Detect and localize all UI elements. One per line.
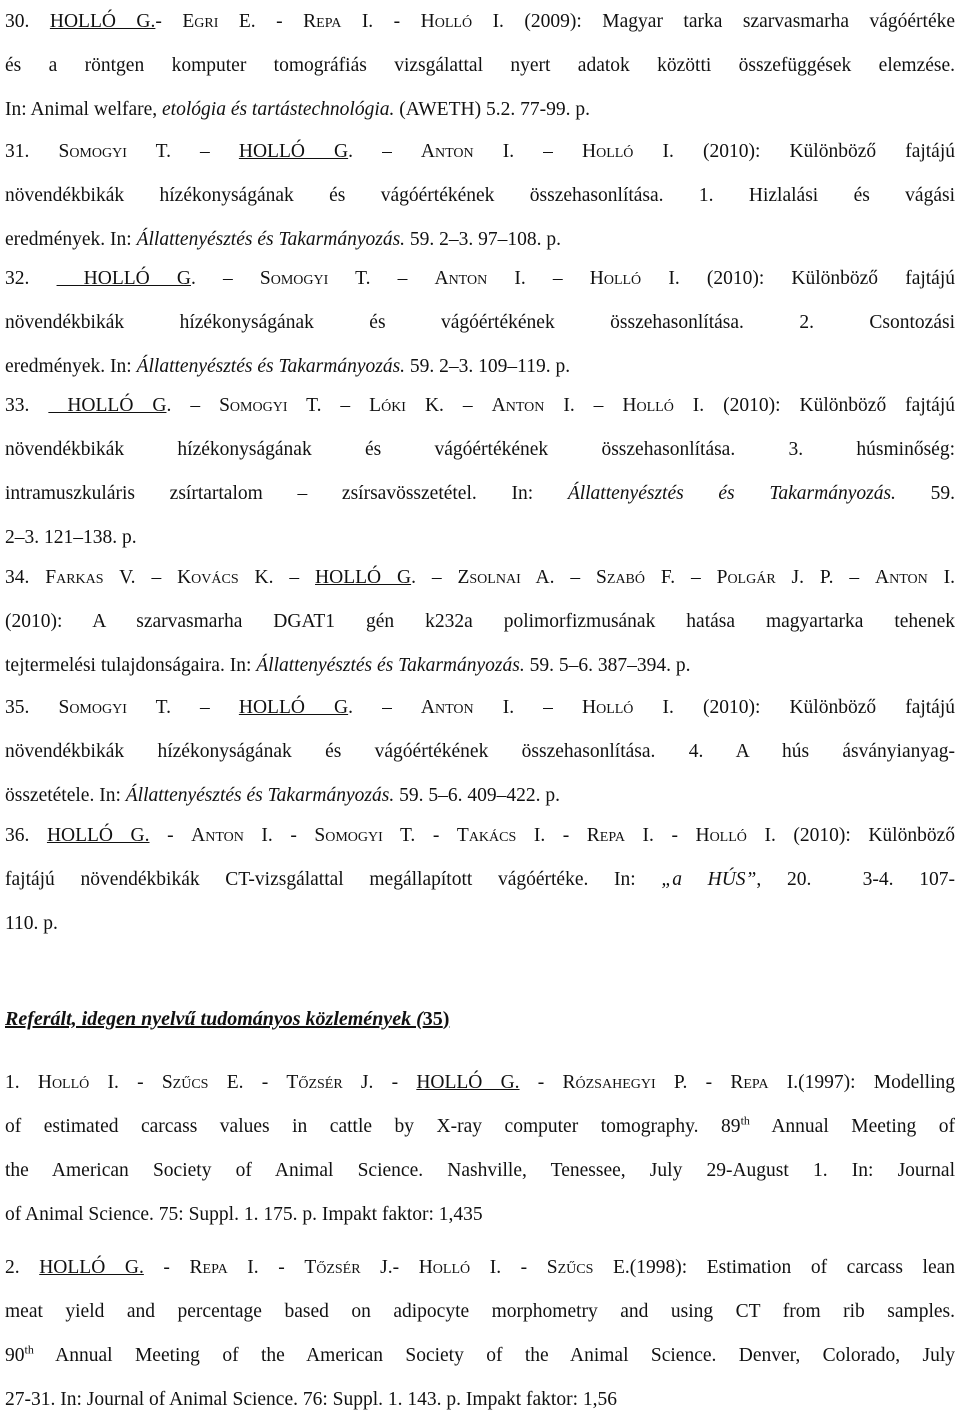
author-name-highlight: HOLLÓ G xyxy=(238,141,349,162)
reference-text: T. – xyxy=(126,697,239,718)
reference-text: T. - xyxy=(382,825,457,846)
reference-text: I. (2010): Különböző fajtájú xyxy=(633,697,955,718)
reference-text: Anton xyxy=(420,141,474,162)
reference-text: J. P. – xyxy=(775,567,876,588)
reference-text: Holló xyxy=(418,1257,471,1278)
reference-line xyxy=(5,428,955,472)
reference-line xyxy=(5,1290,955,1334)
journal-title: „a HÚS” xyxy=(661,869,757,890)
reference-text: J. - xyxy=(342,1072,417,1093)
reference-text: Holló xyxy=(622,395,674,416)
reference-text: Farkas xyxy=(45,567,104,588)
reference-entry xyxy=(5,814,955,946)
reference-text: . – xyxy=(348,697,421,718)
reference-text: Zsolnai xyxy=(457,567,521,588)
reference-text: (2010): A szarvasmarha DGAT1 gén k232a polimorfizmusának hatása magyartarka tehenek xyxy=(5,611,955,632)
reference-line xyxy=(5,516,955,560)
reference-text: 59. 2–3. 109–119. p. xyxy=(405,356,571,377)
reference-entry xyxy=(5,384,955,560)
reference-text: I. - xyxy=(516,825,587,846)
reference-text: th xyxy=(24,1342,34,1357)
reference-text: Anton xyxy=(420,697,474,718)
reference-text: Somogyi xyxy=(58,141,127,162)
reference-text: 2. xyxy=(5,1257,40,1278)
reference-text: Anton xyxy=(191,825,244,846)
reference-text: - xyxy=(155,11,183,32)
reference-text: összetétele. In: xyxy=(5,785,126,806)
reference-text: In: Animal welfare, xyxy=(5,99,163,120)
reference-entry xyxy=(5,1246,955,1422)
reference-text: (AWETH) 5.2. 77-99. p. xyxy=(394,99,590,120)
author-name-highlight: HOLLÓ G xyxy=(238,697,349,718)
author-name-highlight: HOLLÓ G. xyxy=(49,11,156,32)
reference-text: V. – xyxy=(103,567,178,588)
reference-text: . – xyxy=(166,395,220,416)
reference-line xyxy=(5,774,955,818)
reference-text: 27-31. In: Journal of Animal Science. 76: Suppl. 1. 143. p. Impakt faktor: 1,56 xyxy=(5,1389,617,1410)
reference-text: th xyxy=(740,1113,750,1128)
reference-text: J.- xyxy=(360,1257,419,1278)
reference-text: 33. xyxy=(5,395,49,416)
reference-line xyxy=(5,0,955,44)
reference-line xyxy=(5,44,955,88)
reference-text: Holló xyxy=(582,141,634,162)
reference-text: Anton xyxy=(875,567,928,588)
reference-text: Repa xyxy=(730,1072,769,1093)
reference-text: 36. xyxy=(5,825,47,846)
reference-line xyxy=(5,1378,955,1422)
reference-line xyxy=(5,902,955,946)
reference-text: I. (2010): Különböző fajtájú xyxy=(641,268,955,289)
reference-text: T. – xyxy=(126,141,239,162)
reference-text: I. (2010): Különböző fajtájú xyxy=(633,141,955,162)
reference-line xyxy=(5,1193,955,1237)
reference-text: Anton xyxy=(434,268,488,289)
reference-entry xyxy=(5,1061,955,1237)
reference-text: K. – xyxy=(238,567,316,588)
reference-entry xyxy=(5,257,955,389)
reference-line xyxy=(5,858,955,902)
reference-text: 59. 2–3. 97–108. p. xyxy=(405,229,562,250)
reference-line xyxy=(5,301,955,345)
author-name-highlight: HOLLÓ G. xyxy=(46,825,150,846)
reference-text: T. – xyxy=(287,395,370,416)
reference-text: 59. 5–6. 387–394. p. xyxy=(524,655,691,676)
reference-text: P. - xyxy=(655,1072,731,1093)
reference-text: és a röntgen komputer tomográfiás vizsgálattal nyert adatok közötti összefüggések elemzése. xyxy=(5,55,955,76)
reference-text: növendékbikák hízékonyságának és vágóértékének összehasonlítása. 3. húsminőség: xyxy=(5,439,955,460)
reference-text: I. – xyxy=(487,268,590,289)
reference-text: 30. xyxy=(5,11,50,32)
reference-text: Holló xyxy=(420,11,473,32)
reference-text: I. (2010): Különböző fajtájú xyxy=(673,395,955,416)
reference-entry xyxy=(5,130,955,262)
reference-line xyxy=(5,257,955,301)
reference-text: I. - xyxy=(89,1072,162,1093)
section-heading-text: Referált, idegen nyelvű tudományos közlemények ( xyxy=(5,1008,423,1030)
reference-text: Somogyi xyxy=(259,268,329,289)
reference-text: - xyxy=(519,1072,563,1093)
reference-text: Repa xyxy=(303,11,342,32)
reference-text: Szűcs xyxy=(161,1072,209,1093)
reference-text: Tőzsér xyxy=(286,1072,343,1093)
reference-text: I. - xyxy=(624,825,696,846)
reference-text: 32. xyxy=(5,268,57,289)
reference-entry xyxy=(5,686,955,818)
reference-text: eredmények. In: xyxy=(5,356,137,377)
reference-text: 1. xyxy=(5,1072,38,1093)
reference-line xyxy=(5,600,955,644)
reference-line xyxy=(5,345,955,389)
author-name-highlight: HOLLÓ G xyxy=(48,395,167,416)
journal-title: Állattenyésztés és Takarmányozás. xyxy=(125,785,395,806)
reference-text: I. – xyxy=(473,697,583,718)
reference-text: the American Society of Animal Science. Nashville, Tenessee, July 29-August 1. In: Journal xyxy=(5,1160,955,1181)
reference-line xyxy=(5,730,955,774)
reference-text: intramuszkuláris zsírtartalom – zsírsavösszetétel. In: xyxy=(5,483,568,504)
reference-text: 59. 5–6. 409–422. p. xyxy=(394,785,560,806)
reference-text: F. – xyxy=(645,567,717,588)
reference-text: E. - xyxy=(208,1072,287,1093)
reference-text: I. - xyxy=(227,1257,305,1278)
reference-text: K. – xyxy=(405,395,492,416)
reference-text: E.(1998): Estimation of carcass lean xyxy=(593,1257,955,1278)
reference-text: 31. xyxy=(5,141,59,162)
section-heading-count: 35 xyxy=(422,1008,443,1030)
reference-text: Holló xyxy=(589,268,642,289)
reference-line xyxy=(5,174,955,218)
reference-text: növendékbikák hízékonyságának és vágóértékének összehasonlítása. 1. Hizlalási és vágási xyxy=(5,185,955,206)
reference-text: I. - xyxy=(243,825,315,846)
reference-line xyxy=(5,130,955,174)
reference-text: E. - xyxy=(218,11,304,32)
reference-line xyxy=(5,814,955,858)
reference-text: , 20. 3-4. 107- xyxy=(756,869,955,890)
reference-text: Takács xyxy=(456,825,517,846)
reference-entry xyxy=(5,0,955,132)
reference-line xyxy=(5,472,955,516)
reference-text: A. – xyxy=(520,567,597,588)
reference-text: I. xyxy=(927,567,955,588)
journal-title: etológia és tartástechnológia. xyxy=(162,99,395,120)
reference-text: eredmények. In: xyxy=(5,229,137,250)
reference-text: Egri xyxy=(182,11,219,32)
reference-text: Somogyi xyxy=(314,825,383,846)
reference-text: Anton xyxy=(491,395,545,416)
reference-line xyxy=(5,88,955,132)
reference-text: 59. xyxy=(895,483,955,504)
reference-text: Annual Meeting of xyxy=(749,1116,955,1137)
author-name-highlight: HOLLÓ G xyxy=(56,268,191,289)
reference-text: növendékbikák hízékonyságának és vágóértékének összehasonlítása. 2. Csontozási xyxy=(5,312,955,333)
reference-text: I.(1997): Modelling xyxy=(768,1072,955,1093)
reference-text: of Animal Science. 75: Suppl. 1. 175. p. Impakt faktor: 1,435 xyxy=(5,1204,483,1225)
reference-text: Somogyi xyxy=(58,697,127,718)
reference-text: Holló xyxy=(37,1072,90,1093)
reference-text: Polgár xyxy=(716,567,776,588)
reference-text: Rózsahegyi xyxy=(562,1072,656,1093)
reference-line xyxy=(5,1246,955,1290)
author-name-highlight: HOLLÓ G. xyxy=(416,1072,520,1093)
reference-line xyxy=(5,1149,955,1193)
reference-text: Repa xyxy=(586,825,625,846)
reference-line xyxy=(5,1061,955,1105)
author-name-highlight: HOLLÓ G. xyxy=(39,1257,144,1278)
reference-text: Repa xyxy=(189,1257,228,1278)
reference-text: of estimated carcass values in cattle by X-ray computer tomography. 89 xyxy=(5,1116,741,1137)
reference-text: I. - xyxy=(470,1257,547,1278)
reference-line xyxy=(5,1334,955,1378)
reference-text: . – xyxy=(190,268,260,289)
reference-text: I. (2009): Magyar tarka szarvasmarha vágóértéke xyxy=(472,11,955,32)
journal-title: Állattenyésztés és Takarmányozás. xyxy=(136,229,406,250)
reference-text: . – xyxy=(348,141,421,162)
reference-text: tejtermelési tulajdonságaira. In: xyxy=(5,655,257,676)
reference-text: Kovács xyxy=(177,567,239,588)
reference-line xyxy=(5,686,955,730)
reference-text: T. – xyxy=(328,268,435,289)
reference-text: Szabó xyxy=(596,567,646,588)
reference-text: 110. p. xyxy=(5,913,58,934)
reference-text: 2–3. 121–138. p. xyxy=(5,527,137,548)
reference-text: növendékbikák hízékonyságának és vágóértékének összehasonlítása. 4. A hús ásványianyag- xyxy=(5,741,955,762)
journal-title: Állattenyésztés és Takarmányozás. xyxy=(567,483,896,504)
section-heading-close: ) xyxy=(442,1008,450,1030)
reference-text: Somogyi xyxy=(219,395,288,416)
reference-text: Holló xyxy=(695,825,747,846)
reference-line xyxy=(5,1105,955,1149)
reference-text: 35. xyxy=(5,697,59,718)
reference-text: 90 xyxy=(5,1345,25,1366)
reference-text: I. – xyxy=(544,395,623,416)
reference-text: meat yield and percentage based on adipocyte morphometry and using CT from rib samples. xyxy=(5,1301,955,1322)
reference-text: - xyxy=(143,1257,190,1278)
reference-line xyxy=(5,384,955,428)
reference-text: I. – xyxy=(473,141,583,162)
reference-text: . – xyxy=(411,567,458,588)
reference-text: fajtájú növendékbikák CT-vizsgálattal megállapított vágóértéke. In: xyxy=(5,869,662,890)
reference-line xyxy=(5,556,955,600)
reference-text: Szűcs xyxy=(546,1257,594,1278)
reference-line xyxy=(5,644,955,688)
reference-text: I. (2010): Különböző xyxy=(746,825,955,846)
journal-title: Állattenyésztés és Takarmányozás. xyxy=(136,356,406,377)
reference-text: Tőzsér xyxy=(304,1257,361,1278)
reference-line xyxy=(5,218,955,262)
reference-text: Annual Meeting of the American Society of the Animal Science. Denver, Colorado, July xyxy=(33,1345,955,1366)
reference-text: I. - xyxy=(341,11,421,32)
reference-entry xyxy=(5,556,955,688)
reference-text: Lóki xyxy=(369,395,406,416)
journal-title: Állattenyésztés és Takarmányozás. xyxy=(256,655,525,676)
section-heading xyxy=(5,1008,449,1031)
reference-text: Holló xyxy=(582,697,634,718)
reference-text: 34. xyxy=(5,567,46,588)
author-name-highlight: HOLLÓ G xyxy=(315,567,412,588)
reference-text: - xyxy=(149,825,192,846)
